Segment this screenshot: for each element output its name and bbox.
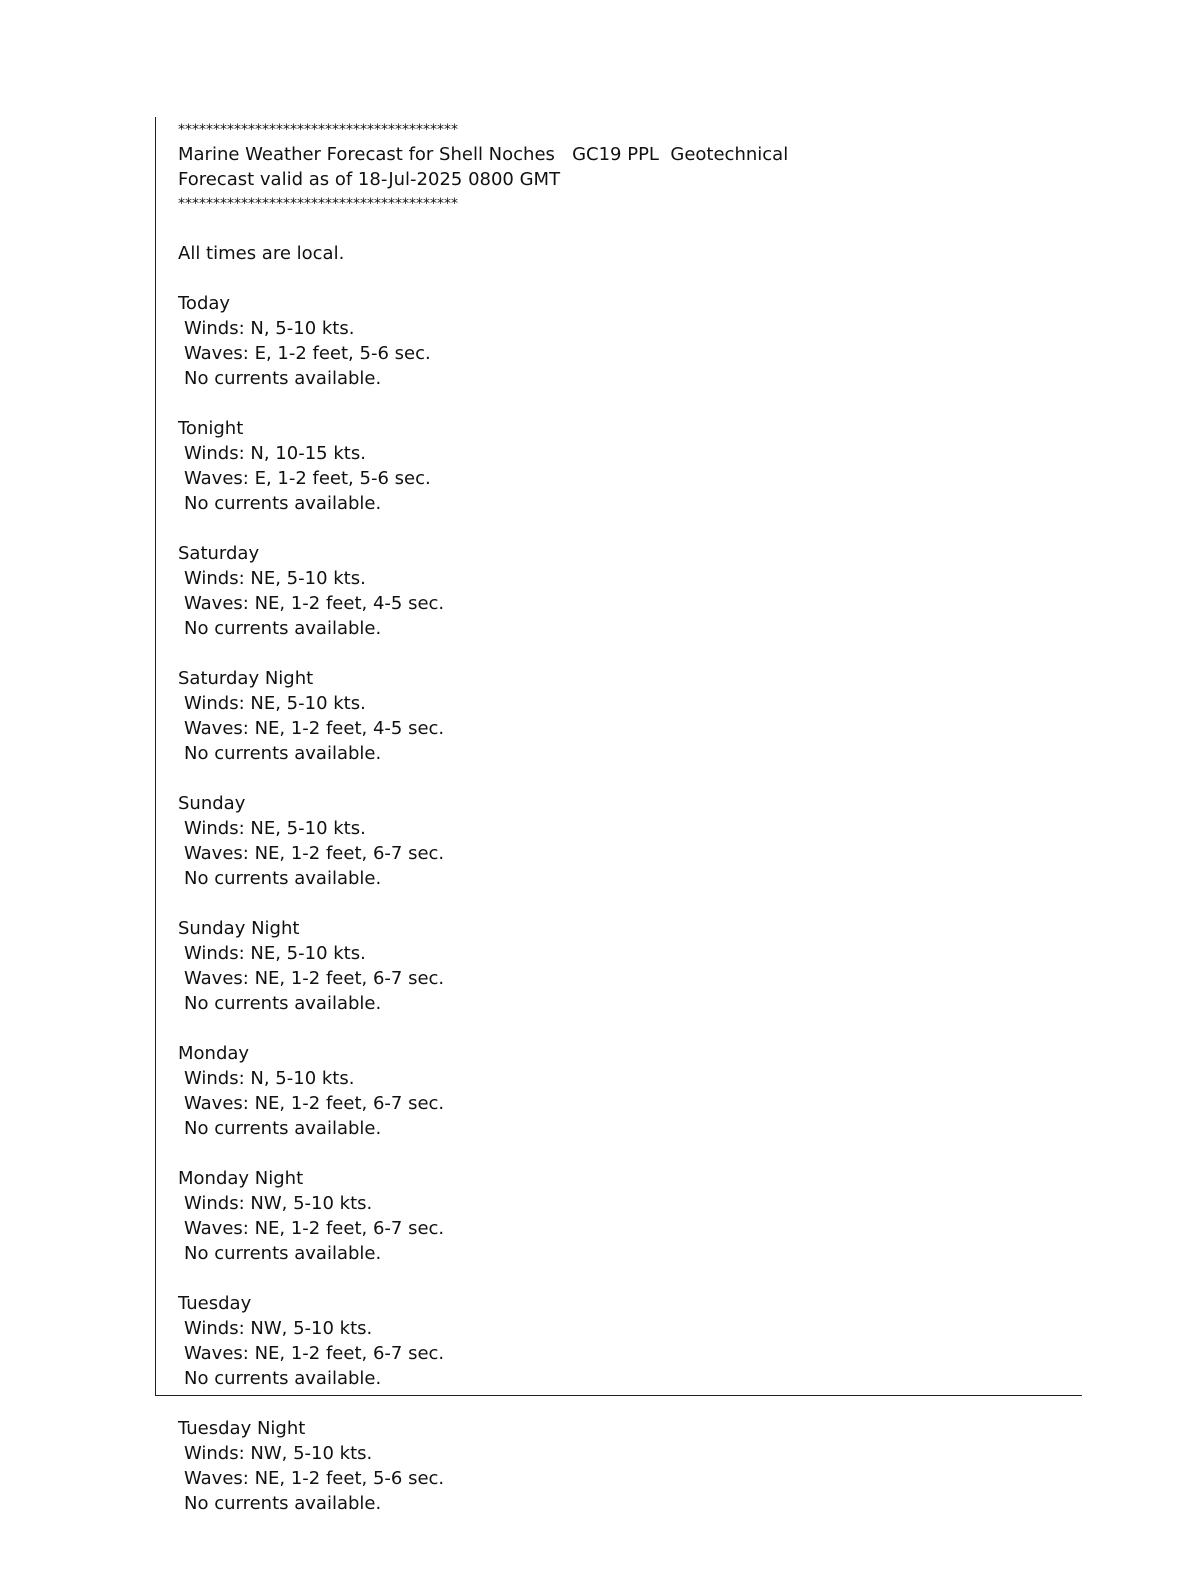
period-sunday-night <box>178 916 1078 1016</box>
period-name: Tuesday Night <box>178 1418 306 1439</box>
period-name: Monday Night <box>178 1168 304 1189</box>
period-currents: No currents available. <box>184 618 382 639</box>
period-today <box>178 291 1078 391</box>
period-sunday <box>178 791 1078 891</box>
period-currents: No currents available. <box>184 1118 382 1139</box>
header-stars-bottom: **************************************** <box>178 196 458 212</box>
period-winds: Winds: NW, 5-10 kts. <box>184 1443 373 1464</box>
period-currents: No currents available. <box>184 493 382 514</box>
period-waves: Waves: NE, 1-2 feet, 6-7 sec. <box>184 1093 445 1114</box>
period-name: Tonight <box>178 418 244 439</box>
period-winds: Winds: NW, 5-10 kts. <box>184 1193 373 1214</box>
period-winds: Winds: NE, 5-10 kts. <box>184 943 366 964</box>
period-currents: No currents available. <box>184 993 382 1014</box>
period-winds: Winds: NE, 5-10 kts. <box>184 818 366 839</box>
period-waves: Waves: E, 1-2 feet, 5-6 sec. <box>184 343 431 364</box>
forecast-valid-time: Forecast valid as of 18-Jul-2025 0800 GMT <box>178 169 561 190</box>
period-winds: Winds: N, 10-15 kts. <box>184 443 366 464</box>
forecast-text <box>178 118 1078 1516</box>
period-currents: No currents available. <box>184 868 382 889</box>
period-saturday <box>178 541 1078 641</box>
period-winds: Winds: N, 5-10 kts. <box>184 318 355 339</box>
period-currents: No currents available. <box>184 1493 382 1514</box>
period-tuesday <box>178 1291 1078 1391</box>
period-winds: Winds: N, 5-10 kts. <box>184 1068 355 1089</box>
period-waves: Waves: NE, 1-2 feet, 6-7 sec. <box>184 843 445 864</box>
period-waves: Waves: NE, 1-2 feet, 4-5 sec. <box>184 718 445 739</box>
period-waves: Waves: NE, 1-2 feet, 5-6 sec. <box>184 1468 445 1489</box>
period-tuesday-night <box>178 1416 1078 1516</box>
header-stars-top: **************************************** <box>178 122 458 138</box>
period-currents: No currents available. <box>184 743 382 764</box>
period-winds: Winds: NE, 5-10 kts. <box>184 568 366 589</box>
period-name: Saturday <box>178 543 260 564</box>
period-monday-night <box>178 1166 1078 1266</box>
period-currents: No currents available. <box>184 368 382 389</box>
period-winds: Winds: NW, 5-10 kts. <box>184 1318 373 1339</box>
period-name: Sunday Night <box>178 918 300 939</box>
period-name: Tuesday <box>178 1293 252 1314</box>
time-note: All times are local. <box>178 243 345 264</box>
period-waves: Waves: E, 1-2 feet, 5-6 sec. <box>184 468 431 489</box>
period-name: Sunday <box>178 793 246 814</box>
period-saturday-night <box>178 666 1078 766</box>
forecast-title: Marine Weather Forecast for Shell Noches GC19 PPL Geotechnical <box>178 144 789 165</box>
period-winds: Winds: NE, 5-10 kts. <box>184 693 366 714</box>
period-tonight <box>178 416 1078 516</box>
period-waves: Waves: NE, 1-2 feet, 6-7 sec. <box>184 968 445 989</box>
period-name: Today <box>178 293 231 314</box>
period-monday <box>178 1041 1078 1141</box>
left-border-line <box>155 117 156 1396</box>
period-waves: Waves: NE, 1-2 feet, 6-7 sec. <box>184 1218 445 1239</box>
period-name: Saturday Night <box>178 668 314 689</box>
period-waves: Waves: NE, 1-2 feet, 6-7 sec. <box>184 1343 445 1364</box>
period-waves: Waves: NE, 1-2 feet, 4-5 sec. <box>184 593 445 614</box>
period-currents: No currents available. <box>184 1368 382 1389</box>
period-name: Monday <box>178 1043 250 1064</box>
period-currents: No currents available. <box>184 1243 382 1264</box>
